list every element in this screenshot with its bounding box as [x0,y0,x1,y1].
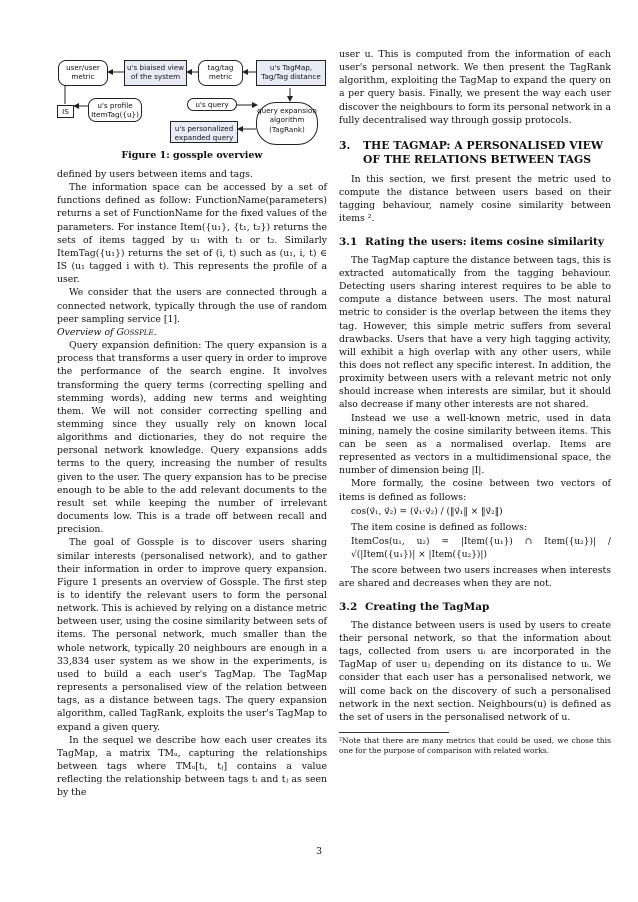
box-query: u's query [187,98,237,111]
figure-gossple-overview [56,54,328,154]
section-number: 3. [339,138,351,152]
paragraph: The score between two users increases when interests are shared and decreases when they are not. [339,565,611,590]
paragraph: The goal of Gossple is to discover users sharing similar interests (personalised network), and to gather their information in order to improve query expansion. Figure 1 presents an overview of Gossple. The first step is to identify the relevant users to form the personal network. This is achieved by relying on a distance metric between user, using the cosine similarity between sets of items. The personal network, much smaller than the whole network, typically 20 neighbours are enough in a 33,834 user system as we show in the experiments, is used to build a each user's TagMap. The TagMap represents a personalised view of the relation between tags, as a distance between tags. The query expansion algorithm, called TagRank, exploits the user's TagMap to expand a given query. [57,537,327,733]
section-title: THE TAGMAP: A PERSONALISED VIEW OF THE RELATIONS BETWEEN TAGS [363,138,603,166]
equation-cosine: cos(v⃗₁, v⃗₂) = (v⃗₁·v⃗₂) / (‖v⃗₁‖ × ‖v⃗₂‖) [351,506,503,517]
paragraph: In this section, we first present the metric used to compute the distance between users based on their tagging behaviour, namely cosine similarity between items ². [339,173,611,225]
box-user-metric: user/user metric [58,60,108,86]
box-biased-view: u's biaised view of the system [124,60,187,86]
paragraph: user u. This is computed from the information of each user's personal network. We then present the TagRank algorithm, exploiting the TagMap to expand the query on a per query basis. Finally, we present the way each user discover the neighbours to form its personal network in a fully decentralised way through gossip protocols. [339,49,611,126]
paragraph: We consider that the users are connected through a connected network, typically through the use of random peer sampling service [1]. [57,287,327,325]
paragraph: defined by users between items and tags. [57,169,253,180]
box-query-expansion-algorithm: query expansion algorithm (TagRank) [256,102,318,145]
overview-prefix: Overview of [57,326,117,338]
footnote: ²Note that there are many metrics that could be used, we chose this one for the purpose of comparison with related works. [339,736,611,756]
paragraph: The information space can be accessed by a set of functions defined as follow: FunctionName(parameters) returns a set of FunctionName for the fixed values of the parameters. For instance Item({u₁}, {t₁, t₂}) returns the sets of items tagged by u₁ with t₁ or t₂. Similarly ItemTag({u₁}) returns the set of (i, t) such as (u₁, i, t) ∈ IS (u₁ tagged i with t). This represents the profile of a user. [57,182,327,286]
section-number: 3.1 [339,235,358,248]
box-user-profile: u's profile ItemTag({u}) [88,98,142,122]
section-number: 3.2 [339,600,358,613]
overview-name: Gossple. [116,326,157,338]
box-tagmap: u's TagMap, Tag/Tag distance [256,60,326,86]
right-column [339,48,611,756]
section-3-1-heading [339,236,611,249]
box-personalized-query: u's personalized expanded query [170,121,238,143]
figure-caption: Figure 1: gossple overview [121,150,263,161]
overview-heading [57,326,327,339]
paragraph: Query expansion definition: The query expansion is a process that transforms a user query in order to improve the performance of the search engine. It involves transforming the query terms (correcting spelling and stemming words), adding new terms and weighting them. We will not consider correcting spelling and stemming since they usually rely on known local algorithms and dictionaries, they do not require the personal network knowledge. Query expansions adds terms to the query, increasing the number of results given to the user. The query expansion has to be precise enough to be able to the add relevant documents to the result set while keeping the number of irrelevant documents low. This is a trade off between recall and precision. [57,340,327,536]
section-title: Creating the TagMap [365,600,490,613]
page-number: 3 [315,846,323,857]
box-tag-metric: tag/tag metric [198,60,243,86]
paragraph: The distance between users is used by users to create their personal network, so that the information about tags, collected from users uᵢ are incorporated in the TagMap of user uⱼ depending on its distance to uᵢ. We consider that each user has a personalised network, we will come back on the discovery of such a personalised network in the next section. Neighbours(u) is defined as the set of users in the personalised network of u. [339,619,611,723]
paragraph: In the sequel we describe how each user creates its TagMap, a matrix TMᵤ, capturing the relationships between tags where TMᵤ[tᵢ, tⱼ] contains a value reflecting the relationship between tags tᵢ and tⱼ as seen by the [57,734,327,799]
equation-itemcos: ItemCos(u₁, u₂) = |Item({u₁}) ∩ Item({u₂})| / √(|Item({u₁})| × |Item({u₂})|) [351,537,611,561]
paragraph: The item cosine is defined as follows: [351,521,528,533]
left-column [57,168,327,800]
footnote-rule [339,732,449,733]
paragraph: More formally, the cosine between two vectors of items is defined as follows: [339,478,611,503]
section-3-2-heading [339,601,611,614]
box-is: IS [57,105,74,118]
paragraph: Instead we use a well-known metric, used in data mining, namely the cosine similarity between items. This can be seen as a normalised overlap. Items are represented as vectors in a multidimensional space, the number of dimension being |I|. [339,412,611,477]
paragraph: The TagMap capture the distance between tags, this is extracted automatically from the tagging behaviour. Detecting users sharing interest requires to be able to compute a distance between users. The most natural metric to consider is the overlap between the items they tag. However, this simple metric suffers from several drawbacks. Users that have a very high tagging activity, will exhibit a high overlap with any other users, while this does not reflect any specific interest. In addition, the proximity between users with a relevant metric not only should increase when interests are similar, but it should also decrease if many other interests are not shared. [339,254,611,411]
section-3-heading [339,139,611,167]
section-title: Rating the users: items cosine similarity [365,235,604,248]
